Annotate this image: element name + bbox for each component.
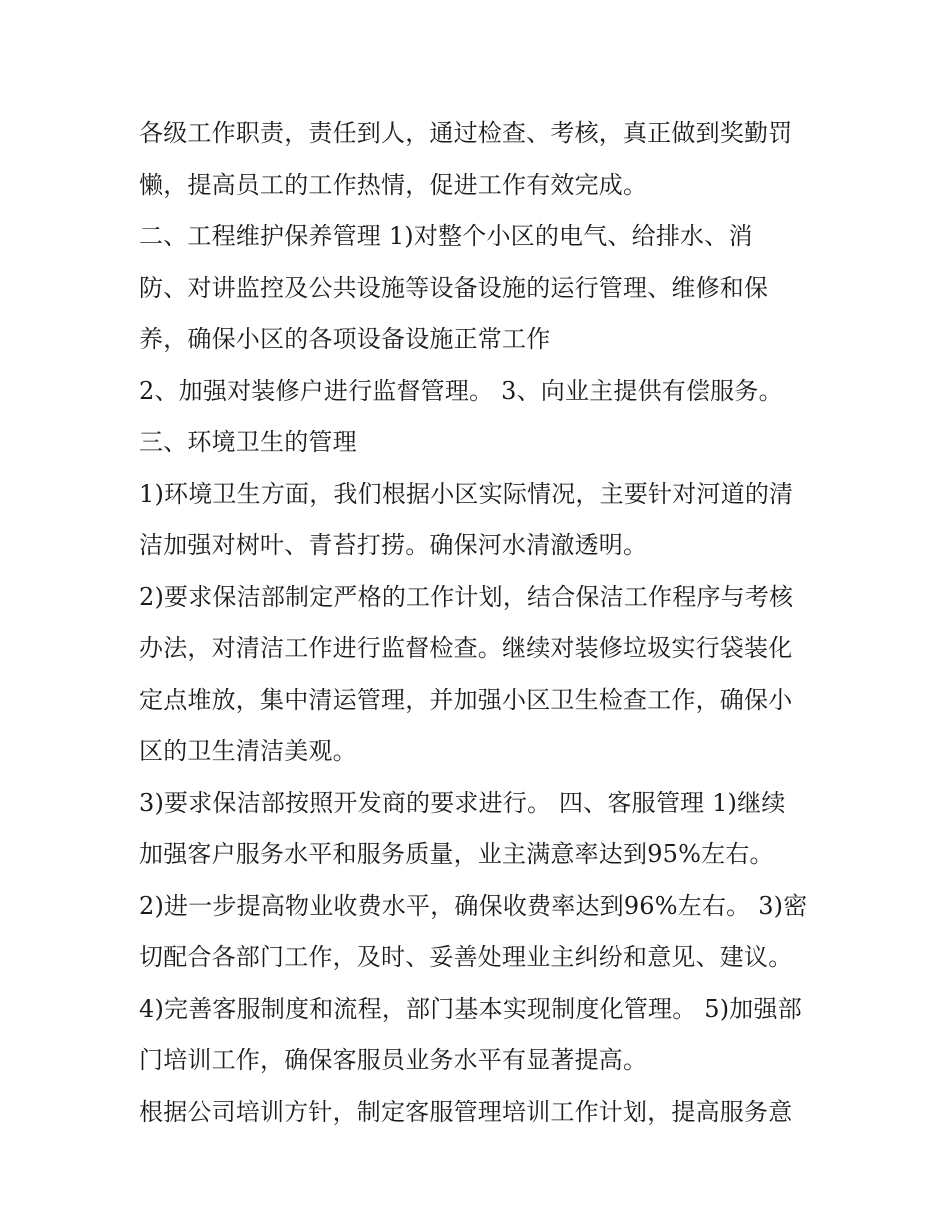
text-line-4: 防、对讲监控及公共设施等设备设施的运行管理、维修和保 [139, 273, 769, 302]
document-body [139, 108, 829, 1138]
text-line-15: 加强客户服务水平和服务质量，业主满意率达到95%左右。 [139, 840, 774, 868]
text-line-13: 区的卫生清洁美观。 [139, 737, 357, 765]
text-line-7: 三、环境卫生的管理 [139, 428, 357, 456]
text-line-16: 2)进一步提高物业收费水平，确保收费率达到96%左右。 3)密 [139, 891, 808, 920]
text-line-2: 懒，提高员工的工作热情，促进工作有效完成。 [139, 170, 648, 199]
text-line-20: 根据公司培训方针，制定客服管理培训工作计划，提高服务意 [139, 1097, 793, 1126]
text-line-19: 门培训工作，确保客服员业务水平有显著提高。 [139, 1046, 648, 1074]
text-line-1: 各级工作职责，责任到人，通过检查、考核，真正做到奖勤罚 [139, 119, 793, 147]
text-line-11: 办法，对清洁工作进行监督检查。继续对装修垃圾实行袋装化 [139, 634, 793, 662]
text-line-8: 1)环境卫生方面，我们根据小区实际情况，主要针对河道的清 [139, 479, 794, 508]
text-line-9: 洁加强对树叶、青苔打捞。确保河水清澈透明。 [139, 531, 648, 559]
text-line-5: 养，确保小区的各项设备设施正常工作 [139, 325, 551, 353]
text-line-14: 3)要求保洁部按照开发商的要求进行。 四、客服管理 1)继续 [139, 788, 786, 817]
text-line-6: 2、加强对装修户进行监督管理。 3、向业主提供有偿服务。 [139, 376, 783, 405]
text-line-3: 二、工程维护保养管理 1)对整个小区的电气、给排水、消 [139, 222, 753, 250]
text-line-12: 定点堆放，集中清运管理，并加强小区卫生检查工作，确保小 [139, 685, 793, 714]
text-line-17: 切配合各部门工作，及时、妥善处理业主纠纷和意见、建议。 [139, 943, 793, 971]
text-line-10: 2)要求保洁部制定严格的工作计划，结合保洁工作程序与考核 [139, 582, 794, 611]
text-line-18: 4)完善客服制度和流程，部门基本实现制度化管理。 5)加强部 [139, 994, 802, 1023]
